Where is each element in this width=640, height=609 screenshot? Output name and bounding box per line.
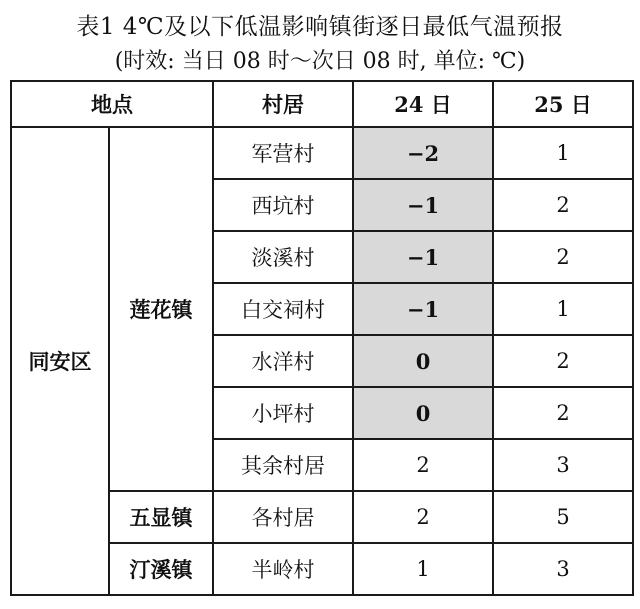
temp-cell-25: 2 [493, 335, 633, 387]
town-cell-wuxian: 五显镇 [109, 491, 213, 543]
forecast-table [10, 80, 634, 596]
temp-cell-24: 0 [353, 387, 493, 439]
temp-cell-24: −2 [353, 127, 493, 179]
village-cell: 半岭村 [213, 543, 353, 595]
header-row [11, 81, 633, 127]
temp-cell-24: 1 [353, 543, 493, 595]
temp-cell-25: 2 [493, 179, 633, 231]
town-cell-tingxi: 汀溪镇 [109, 543, 213, 595]
temp-cell-25: 1 [493, 283, 633, 335]
temp-cell-25: 2 [493, 387, 633, 439]
temp-cell-24: −1 [353, 179, 493, 231]
table-row [11, 127, 633, 179]
table-title: 表1 4℃及以下低温影响镇街逐日最低气温预报 [76, 14, 564, 40]
village-cell: 军营村 [213, 127, 353, 179]
table-subtitle: (时效: 当日 08 时～次日 08 时, 单位: ℃) [114, 49, 526, 74]
village-cell: 水洋村 [213, 335, 353, 387]
header-day-24: 24 日 [353, 81, 493, 127]
village-cell: 西坑村 [213, 179, 353, 231]
temp-cell-25: 2 [493, 231, 633, 283]
village-cell: 白交祠村 [213, 283, 353, 335]
temp-cell-24: −1 [353, 231, 493, 283]
district-cell: 同安区 [11, 127, 109, 595]
temp-cell-25: 3 [493, 543, 633, 595]
temp-cell-24: −1 [353, 283, 493, 335]
town-cell-lianhua: 莲花镇 [109, 127, 213, 491]
temp-cell-25: 3 [493, 439, 633, 491]
village-cell: 小坪村 [213, 387, 353, 439]
temp-cell-24: 2 [353, 491, 493, 543]
village-cell: 淡溪村 [213, 231, 353, 283]
temp-cell-25: 1 [493, 127, 633, 179]
header-day-25: 25 日 [493, 81, 633, 127]
village-cell: 其余村居 [213, 439, 353, 491]
temp-cell-24: 0 [353, 335, 493, 387]
temp-cell-25: 5 [493, 491, 633, 543]
header-village: 村居 [213, 81, 353, 127]
village-cell: 各村居 [213, 491, 353, 543]
temp-cell-24: 2 [353, 439, 493, 491]
header-location: 地点 [11, 81, 213, 127]
